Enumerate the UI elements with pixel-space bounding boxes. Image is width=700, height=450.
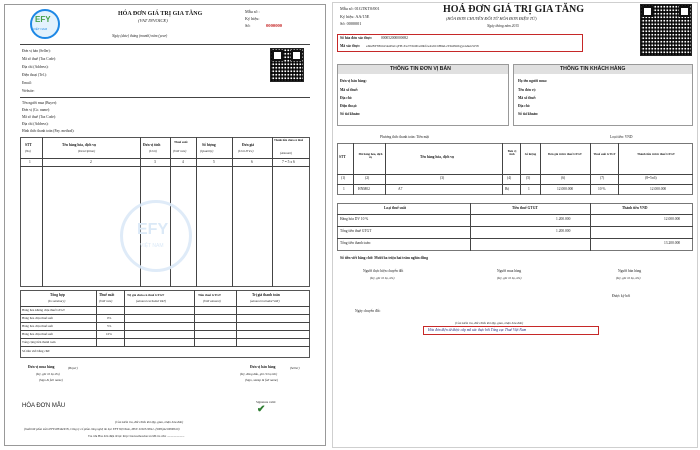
buyer-field: Tên đơn vị:	[518, 88, 536, 92]
right-invoice-subtitle: (HÓA ĐƠN CHUYỂN ĐỔI TỪ HÓA ĐƠN ĐIỆN TỬ)	[446, 16, 537, 21]
summary-row-label: Hàng hóa chịu thuế suất	[22, 324, 53, 328]
table-header: Tên hàng hóa, dịch vụ	[62, 143, 97, 147]
items-index: (2)	[365, 176, 370, 180]
table-header-en: (Amount)	[280, 151, 293, 155]
sign-buyer-note: (Ký, ghi rõ họ tên)	[36, 372, 60, 376]
tax-row-label: Tổng tiền thanh toán:	[340, 241, 371, 245]
items-header: Thành tiền trước thuế GTGT	[637, 152, 675, 156]
sample-invoice-label: HÓA ĐƠN MẪU	[22, 403, 66, 409]
buyer-field: Họ tên người mua:	[518, 79, 548, 83]
table-col	[618, 143, 619, 195]
table-rule	[20, 330, 310, 331]
table-header-en: (No)	[25, 149, 31, 153]
invoice-number-value: 000052000000692	[381, 36, 408, 40]
buyer-field: Mã số thuế:	[518, 96, 537, 100]
right-date: Ngày tháng năm 2015	[487, 24, 519, 28]
table-header: Thành tiền chưa có thuế	[274, 139, 304, 142]
sign-buyer-note-r: (Ký, ghi rõ họ, tên)	[497, 276, 522, 280]
table-index: 5	[213, 160, 215, 164]
table-col	[232, 137, 233, 287]
right-footer-1: (Cần kiểm tra, đối chiếu khi lập, giao, nhận hóa đơn)	[455, 321, 524, 325]
table-rule	[337, 214, 693, 215]
items-index: (7)	[600, 176, 605, 180]
buyer-field: Đơn vị (Co. name):	[22, 108, 51, 112]
items-header: STT	[339, 155, 346, 159]
buyer-field: Địa chỉ:	[518, 104, 531, 108]
table-header-en: (Unit)	[149, 149, 157, 153]
watermark-subtext: VIỆT NAM	[140, 243, 164, 249]
left-invoice-subtitle: (VAT INVOICE)	[138, 18, 168, 23]
table-col	[502, 143, 503, 195]
sign-converter-title: Người thực hiện chuyển đổi	[363, 269, 404, 273]
left-ky-hieu: Ký hiệu:	[245, 16, 260, 21]
tax-header: Thành tiền VND	[622, 206, 648, 210]
sign-buyer-title: Đơn vị mua hàng	[28, 365, 55, 369]
sign-buyer-title-r: Người mua hàng	[497, 269, 522, 273]
table-header: Đơn giá	[242, 143, 255, 147]
table-rule	[20, 166, 310, 167]
signature-valid-label: Signature valid	[256, 400, 276, 404]
row-name: A7	[398, 187, 403, 191]
right-ky-hieu: Ký hiệu: AA/15E	[340, 14, 370, 19]
left-invoice-title: HÓA ĐƠN GIÁ TRỊ GIA TĂNG	[118, 11, 203, 17]
items-header: Mã hàng hóa, dịch vụ	[358, 152, 383, 159]
table-rule	[337, 238, 693, 239]
buyer-field: Mã số thuế (Tax Code):	[22, 115, 57, 119]
table-header-en: (Description)	[78, 149, 96, 153]
row-rate: 10 %	[598, 187, 606, 191]
table-header: STT	[25, 143, 32, 147]
row-qty: 1	[528, 187, 530, 191]
sign-seller-title: Đơn vị bán hàng	[250, 365, 276, 369]
table-col	[540, 143, 541, 195]
summary-row-label: Hàng hóa không chịu thuế GTGT	[22, 308, 65, 312]
summary-row-rate: 10%	[106, 332, 112, 336]
seller-field: Mã số thuế:	[340, 88, 359, 92]
table-col	[124, 290, 125, 346]
sign-seller-note: (Ký, đóng dấu, ghi rõ họ tên)	[240, 372, 278, 376]
table-index: 4	[182, 160, 184, 164]
summary-header-en: (In summary)	[48, 299, 66, 303]
table-rule	[20, 306, 310, 307]
summary-header-en: (amount included VAT)	[250, 299, 280, 303]
summary-row-label: Hàng hóa chịu thuế suất	[22, 316, 53, 320]
buyer-field: Địa chỉ (Address):	[22, 122, 49, 126]
table-col	[272, 137, 273, 287]
summary-header: Trị giá chưa có thuế GTGT	[127, 293, 165, 297]
logo-text: EFY	[35, 15, 51, 24]
summary-row-label: Tổng cộng tiền thanh toán	[22, 340, 56, 344]
amount-in-words: Số tiền viết bằng chữ: Mười ba triệu hai trăm nghìn đồng	[340, 256, 429, 260]
items-index: (4)	[507, 176, 512, 180]
items-index: (8=5x6)	[645, 176, 657, 180]
buyer-field: Tên người mua (Buyer):	[22, 101, 58, 105]
divider	[20, 44, 310, 45]
tax-header: Tiền thuế GTGT	[512, 206, 538, 210]
row-code: HNM02	[358, 187, 370, 191]
left-date: Ngày (date) tháng (month) năm (year)	[112, 34, 168, 38]
summary-row-rate: 0%	[107, 316, 112, 320]
tax-row-label: Hàng hóa DV 10 %	[340, 217, 369, 221]
sign-seller-title-r: Người bán hàng	[618, 269, 642, 273]
table-rule	[20, 338, 310, 339]
buyer-field: Hình thức thanh toán (Pay. method):	[22, 129, 75, 133]
items-index: (1)	[341, 176, 346, 180]
auth-code-highlight	[337, 34, 583, 52]
table-index: 2	[90, 160, 92, 164]
seller-field: Điện thoại:	[340, 104, 358, 108]
left-footer-3: Tra cứu Hóa đơn điện tử tại: http://tracuu.ihoadon.vn Mã tra cứu: .......................	[88, 434, 185, 438]
seller-field: Địa chỉ:	[340, 96, 353, 100]
items-header: Số lượng	[524, 152, 537, 156]
seller-info-title: THÔNG TIN ĐƠN VỊ BÁN	[390, 66, 451, 72]
table-index: 1	[29, 160, 31, 164]
tax-row-value: 1.200.000	[556, 229, 571, 233]
left-so-value: 0000000	[266, 23, 283, 28]
summary-header: Trị giá thanh toán	[252, 293, 280, 297]
right-so: Số: 0000001	[340, 21, 362, 26]
signed-by-label: Được ký bởi	[612, 294, 631, 298]
table-header: Đơn vị tính	[143, 143, 161, 147]
table-index: 3	[154, 160, 156, 164]
row-price: 12.000.000	[557, 187, 574, 191]
summary-row-rate: 5%	[107, 324, 112, 328]
logo-subtext: VIỆT NAM	[33, 27, 48, 31]
tax-row-amount: 13.200.000	[664, 241, 681, 245]
right-footer-2: Hóa đơn điện tử được cấp mã xác thực bởi Tổng cục Thuế Việt Nam	[428, 328, 527, 332]
summary-header-en: (amount excluded VAT)	[136, 299, 166, 303]
items-index: (6)	[561, 176, 566, 180]
auth-code-label: Mã xác thực:	[340, 44, 361, 48]
table-col	[590, 203, 591, 251]
seller-field: Số tài khoản:	[340, 112, 361, 116]
table-header: Thuế suất	[174, 140, 188, 144]
table-rule	[337, 174, 693, 175]
seller-field: Đơn vị bán (Seller):	[22, 49, 51, 53]
table-col	[96, 290, 97, 346]
row-stt: 1	[343, 187, 345, 191]
table-col	[42, 137, 43, 287]
items-index: (3)	[440, 176, 445, 180]
checkmark-icon: ✔	[257, 404, 266, 415]
efy-logo	[30, 9, 60, 39]
table-col	[194, 290, 195, 346]
row-amount: 12.000.000	[650, 187, 667, 191]
table-col	[590, 143, 591, 195]
items-header: Đơn vị tính	[507, 149, 517, 156]
table-rule	[337, 184, 693, 185]
summary-row-label: Hàng hóa chịu thuế suất	[22, 332, 53, 336]
table-rule	[337, 226, 693, 227]
sign-buyer-note-en: (Sign & full name)	[39, 378, 63, 382]
buyer-field: Số tài khoản:	[518, 112, 539, 116]
left-mau-so: Mẫu số :	[245, 9, 260, 14]
table-index: 6	[251, 160, 253, 164]
summary-header: Thuế suất	[99, 293, 115, 297]
seller-field: Email:	[22, 81, 32, 85]
left-qr-code	[270, 48, 304, 82]
tax-row-value: 1.200.000	[556, 217, 571, 221]
right-invoice-title: HOÁ ĐƠN GIÁ TRỊ GIA TĂNG	[443, 4, 585, 15]
invoice-number-label: Số hóa đơn xác thực:	[340, 36, 373, 40]
table-header-en: (Quantity)	[200, 149, 214, 153]
summary-row-label: Số tiền viết bằng chữ:	[22, 349, 50, 353]
tax-row-amount: 12.000.000	[664, 217, 681, 221]
table-rule	[20, 322, 310, 323]
table-col	[353, 143, 354, 195]
sign-converter-note: (Ký, ghi rõ họ, tên)	[370, 276, 395, 280]
table-header-en: (Unit Price)	[238, 149, 254, 153]
left-footer-2: (Xuất bởi phần mềm EFY-iHOADON, Công ty cổ phần công nghệ tin học EFY Việt Nam, MST: 0102519041- (9006)4219006619)	[24, 427, 180, 431]
table-rule	[20, 158, 310, 159]
table-col	[470, 203, 471, 251]
seller-field: Mã số thuế (Tax Code):	[22, 57, 57, 61]
watermark-text: EFY	[137, 221, 169, 238]
table-rule	[20, 346, 310, 347]
seller-field: Đơn vị bán hàng:	[340, 79, 367, 83]
payment-method: Phương thức thanh toán: Tiền mặt	[380, 135, 430, 139]
tax-header: Loại thuế suất	[384, 206, 406, 210]
auth-code-value: eJmzBY8FrmZda4NeCqFPLXwTVKMGO6bfsw4xJiC6H6uLzT6n09ObgyxA6uGW58	[366, 44, 479, 48]
table-col	[196, 137, 197, 287]
seller-field: Điện thoại (Tel.):	[22, 73, 47, 77]
right-qr-code	[640, 4, 692, 56]
summary-header-en: (VAT rate)	[99, 299, 113, 303]
currency-label: Loại tiền: VND	[610, 135, 633, 139]
summary-header: Tổng hợp	[50, 293, 65, 297]
items-header: Tên hàng hóa, dịch vụ	[420, 155, 455, 159]
summary-header-en: (VAT amount)	[203, 299, 221, 303]
sign-seller-note-r: (Ký, ghi rõ họ, tên)	[616, 276, 641, 280]
table-col	[520, 143, 521, 195]
seller-field: Website:	[22, 89, 35, 93]
items-header: Đơn giá trước thuế GTGT	[548, 152, 582, 156]
left-so: Số:	[245, 23, 251, 28]
sign-seller-note-en: (Sign, stamp & full name)	[245, 378, 279, 382]
table-header-en: (VAT rate)	[173, 149, 187, 153]
table-col	[236, 290, 237, 346]
summary-header: Tiền thuế GTGT	[198, 293, 221, 297]
conversion-date-label: Ngày chuyển đổi:	[355, 309, 381, 313]
row-unit: Bộ	[505, 187, 510, 191]
right-mau-so: Mẫu số: 01GTKT0/001	[340, 6, 380, 11]
table-rule	[20, 314, 310, 315]
sign-seller-title-en: (Seller)	[290, 366, 300, 370]
left-footer-1: (Cần kiểm tra, đối chiếu khi lập, giao, nhận hóa đơn)	[115, 420, 184, 424]
items-index: (5)	[526, 176, 531, 180]
items-header: Thuế suất GTGT	[593, 152, 616, 156]
sign-buyer-title-en: (Buyer)	[68, 366, 78, 370]
divider	[20, 97, 310, 98]
seller-field: Địa chỉ (Address):	[22, 65, 49, 69]
tax-row-label: Tổng tiền thuế GTGT	[340, 229, 372, 233]
buyer-info-title: THÔNG TIN KHÁCH HÀNG	[560, 66, 626, 72]
table-index: 7 = 5 x 6	[282, 160, 295, 164]
table-col	[385, 143, 386, 195]
table-header: Số lượng	[202, 143, 216, 147]
